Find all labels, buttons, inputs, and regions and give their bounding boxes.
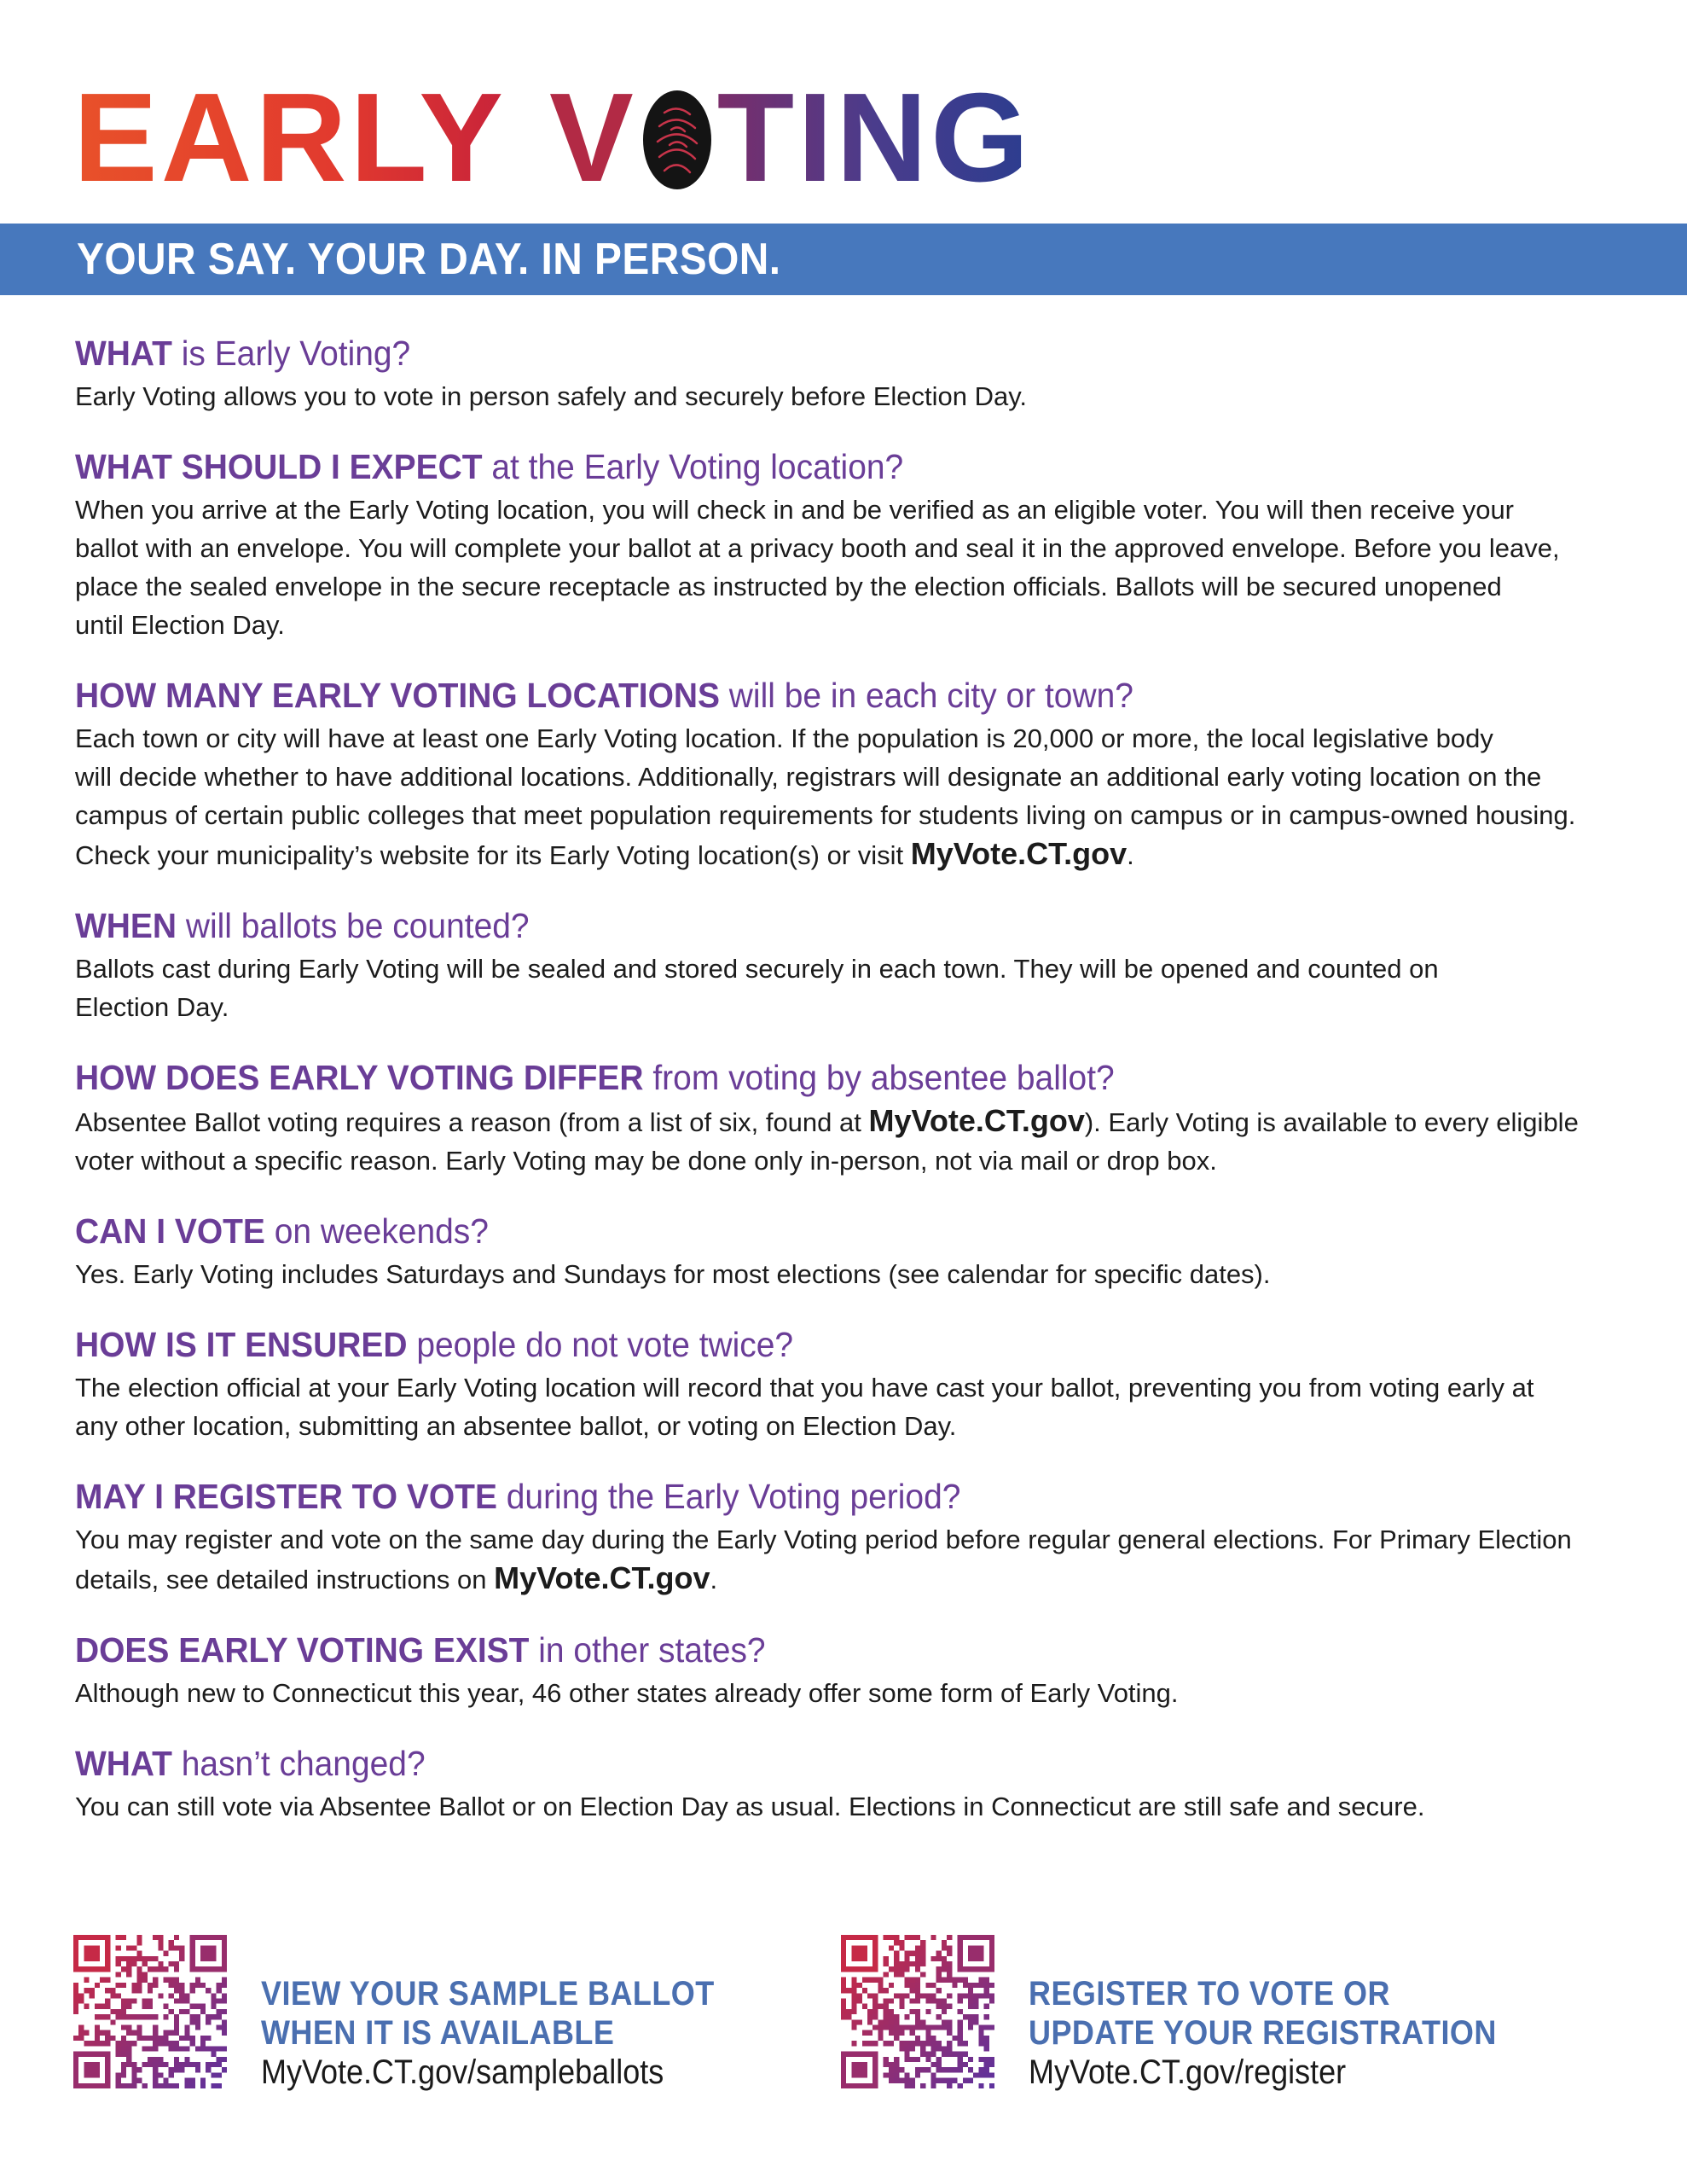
- faq-answer: Absentee Ballot voting requires a reason (from a list of six, found at MyVote.CT.gov). Early Voting is available to every eligible voter without a specific reason. Early Voting may be done only in-person, not via mail or drop box.: [75, 1103, 1579, 1176]
- qr-code-icon[interactable]: [841, 1935, 994, 2088]
- faq-question: WHAT is Early Voting?: [75, 334, 411, 373]
- cta-title-line1: VIEW YOUR SAMPLE BALLOT: [261, 1975, 715, 2013]
- faq-answer: Yes. Early Voting includes Saturdays and Sundays for most elections (see calendar for specific dates).: [75, 1259, 1271, 1289]
- faq-list: [75, 331, 1619, 1855]
- faq-question: MAY I REGISTER TO VOTE during the Early Voting period?: [75, 1477, 961, 1516]
- early-voting-logo: [73, 67, 1033, 208]
- register-cta[interactable]: [841, 1935, 1609, 2091]
- faq-question: HOW MANY EARLY VOTING LOCATIONS will be in each city or town?: [75, 676, 1133, 715]
- cta-title-line2: WHEN IT IS AVAILABLE: [261, 2014, 615, 2052]
- faq-answer: You may register and vote on the same day during the Early Voting period before regular general elections. For Primary Election details, see detailed instructions on MyVote.CT.gov.: [75, 1525, 1572, 1595]
- faq-question: WHAT SHOULD I EXPECT at the Early Voting location?: [75, 447, 904, 486]
- sample-ballot-cta[interactable]: [73, 1935, 807, 2091]
- faq-item-unchanged: [75, 1741, 1619, 1826]
- myvote-link[interactable]: MyVote.CT.gov: [868, 1103, 1085, 1138]
- faq-question: WHAT hasn’t changed?: [75, 1744, 426, 1783]
- faq-question: HOW IS IT ENSURED people do not vote twice?: [75, 1325, 794, 1364]
- faq-answer: When you arrive at the Early Voting location, you will check in and be verified as an eligible voter. You will then receive your ballot with an envelope. You will complete your ballot at a privacy booth and seal it in the approved envelope. Before you leave, place the sealed envelope in the secure receptacle as instructed by the election officials. Ballots will be secured unopened until Election Day.: [75, 495, 1560, 640]
- faq-answer: You can still vote via Absentee Ballot or on Election Day as usual. Elections in Connecticut are still safe and secure.: [75, 1792, 1425, 1821]
- faq-item-weekends: [75, 1209, 1619, 1293]
- qr-code-icon[interactable]: [73, 1935, 227, 2088]
- faq-item-other-states: [75, 1628, 1619, 1712]
- faq-item-twice: [75, 1322, 1619, 1445]
- faq-answer: Each town or city will have at least one Early Voting location. If the population is 20,000 or more, the local legislative body will decide whether to have additional locations. Additionally, registrars will designate an additional early voting location on the campus of certain public colleges that meet population requirements for students living on campus or in campus-owned housing. Check your municipality’s website for its Early Voting location(s) or visit MyVote.CT.gov.: [75, 723, 1576, 871]
- cta-title-line1: REGISTER TO VOTE OR: [1029, 1975, 1390, 2013]
- faq-item-absentee: [75, 1055, 1619, 1180]
- faq-answer: The election official at your Early Voting location will record that you have cast your ballot, preventing you from voting early at any other location, submitting an absentee ballot, or voting on Election Day.: [75, 1373, 1534, 1441]
- tagline: YOUR SAY. YOUR DAY. IN PERSON.: [77, 235, 781, 284]
- myvote-link[interactable]: MyVote.CT.gov: [910, 836, 1128, 871]
- cta-title-line2: UPDATE YOUR REGISTRATION: [1029, 2014, 1497, 2052]
- faq-item-locations: [75, 673, 1619, 874]
- faq-item-expect: [75, 444, 1619, 644]
- logo-word-ting: TING: [716, 67, 1033, 208]
- register-link[interactable]: MyVote.CT.gov/register: [1029, 2053, 1347, 2091]
- faq-item-register: [75, 1474, 1619, 1599]
- tagline-banner: [0, 224, 1687, 295]
- faq-answer: Ballots cast during Early Voting will be sealed and stored securely in each town. They will be opened and counted on Election Day.: [75, 954, 1439, 1022]
- thumbprint-o-icon: [639, 78, 716, 198]
- faq-item-what-is: [75, 331, 1619, 415]
- faq-question: WHEN will ballots be counted?: [75, 906, 530, 945]
- faq-answer: Although new to Connecticut this year, 46 other states already offer some form of Early Voting.: [75, 1678, 1179, 1708]
- logo-word-early: EARLY: [73, 67, 507, 208]
- sample-ballots-link[interactable]: MyVote.CT.gov/sampleballots: [261, 2053, 664, 2091]
- faq-question: CAN I VOTE on weekends?: [75, 1211, 489, 1251]
- logo-letter-v: V: [549, 67, 637, 208]
- faq-question: HOW DOES EARLY VOTING DIFFER from voting by absentee ballot?: [75, 1058, 1115, 1097]
- faq-item-counted: [75, 903, 1619, 1026]
- myvote-link[interactable]: MyVote.CT.gov: [494, 1560, 710, 1595]
- faq-question: DOES EARLY VOTING EXIST in other states?: [75, 1630, 766, 1670]
- faq-answer: Early Voting allows you to vote in person safely and securely before Election Day.: [75, 381, 1028, 411]
